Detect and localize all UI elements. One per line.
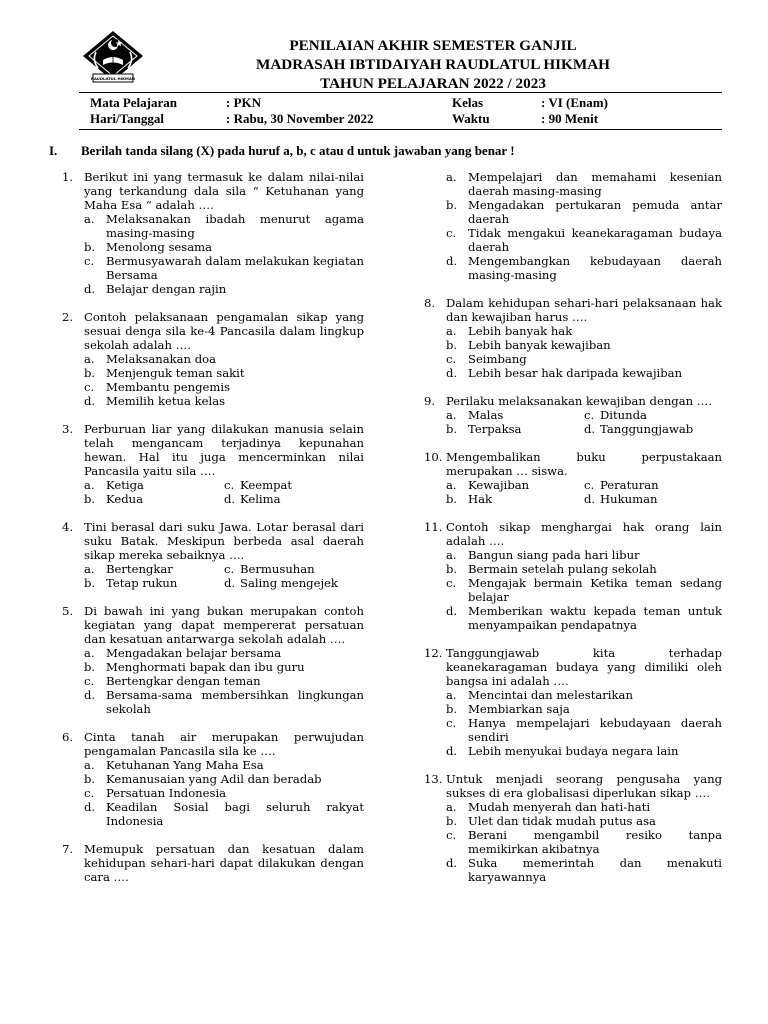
option-text: Mengajak bermain Ketika teman sedang belajar (468, 576, 722, 604)
answer-options-grid (84, 562, 364, 590)
answer-options-grid (446, 478, 722, 506)
answer-option[interactable] (84, 758, 364, 772)
subject-label: Mata Pelajaran (90, 95, 178, 110)
question (62, 730, 364, 758)
date-label: Hari/Tanggal (90, 111, 164, 126)
option-letter: b. (446, 702, 458, 716)
answer-option[interactable] (584, 478, 722, 492)
question-text: Cinta tanah air merupakan perwujudan pengamalan Pancasila sila ke …. (84, 730, 364, 758)
option-letter: a. (446, 408, 457, 422)
option-letter: d. (224, 492, 236, 506)
question-number: 3. (62, 422, 74, 436)
option-letter: d. (224, 576, 236, 590)
question-text: Dalam kehidupan sehari-hari pelaksanaan hak dan kewajiban harus …. (446, 296, 722, 324)
question-text: Mengembalikan buku perpustakaan merupakan … siswa. (446, 450, 722, 478)
question-text: Untuk menjadi seorang pengusaha yang sukses di era globalisasi diperlukan sikap …. (446, 772, 722, 800)
class-label: Kelas (452, 95, 484, 110)
question-text: Contoh sikap menghargai hak orang lain adalah …. (446, 520, 722, 548)
option-letter: b. (446, 422, 458, 436)
answer-option[interactable] (84, 646, 364, 660)
question-number: 9. (424, 394, 436, 408)
answer-option[interactable] (224, 576, 364, 590)
option-text: Menghormati bapak dan ibu guru (106, 660, 305, 674)
option-text: Tetap rukun (106, 576, 178, 590)
answer-option[interactable] (446, 478, 584, 492)
question-text: Berikut ini yang termasuk ke dalam nilai-nilai yang terkandung dala sila “ Ketuhanan yang Maha Esa “ adalah …. (84, 170, 364, 212)
option-text: Menjenguk teman sakit (106, 366, 245, 380)
date-value: : Rabu, 30 November 2022 (226, 111, 374, 126)
option-text: Lebih banyak hak (468, 324, 573, 338)
option-letter: a. (446, 800, 457, 814)
answer-option[interactable] (84, 240, 364, 254)
option-letter: d. (584, 422, 596, 436)
option-letter: d. (446, 856, 458, 870)
option-text: Membantu pengemis (106, 380, 231, 394)
option-letter: a. (446, 324, 457, 338)
answer-option[interactable] (446, 254, 722, 282)
option-letter: a. (446, 170, 457, 184)
answer-option[interactable] (84, 674, 364, 688)
question-text: Di bawah ini yang bukan merupakan contoh kegiatan yang dapat mempererat persatuan dan kesatuan antarwarga sekolah adalah …. (84, 604, 364, 646)
option-letter: d. (446, 254, 458, 268)
option-letter: d. (446, 604, 458, 618)
option-letter: d. (584, 492, 596, 506)
option-text: Hanya mempelajari kebudayaan daerah sendiri (468, 716, 722, 744)
option-letter: b. (84, 660, 96, 674)
option-letter: d. (84, 688, 96, 702)
option-text: Bertengkar (106, 562, 173, 576)
header-rule-top (79, 92, 722, 93)
question-number: 2. (62, 310, 74, 324)
exam-title: PENILAIAN AKHIR SEMESTER GANJIL (289, 37, 577, 54)
question (62, 842, 364, 884)
option-letter: d. (84, 282, 96, 296)
question (424, 450, 722, 478)
answer-option[interactable] (84, 786, 364, 800)
question-number: 7. (62, 842, 74, 856)
option-text: Berani mengambil resiko tanpa memikirkan akibatnya (468, 828, 722, 856)
answer-option[interactable] (224, 562, 364, 576)
option-letter: c. (446, 828, 457, 842)
question (62, 170, 364, 212)
answer-option[interactable] (224, 492, 364, 506)
answer-option[interactable] (446, 800, 722, 814)
answer-option[interactable] (446, 422, 584, 436)
option-letter: b. (446, 562, 458, 576)
option-letter: a. (446, 478, 457, 492)
option-text: Ketuhanan Yang Maha Esa (106, 758, 264, 772)
answer-option[interactable] (446, 324, 722, 338)
answer-option[interactable] (584, 408, 722, 422)
answer-options-grid (446, 408, 722, 436)
option-text: Saling mengejek (240, 576, 338, 590)
question-number: 10. (424, 450, 443, 464)
option-text: Memilih ketua kelas (106, 394, 226, 408)
option-letter: a. (84, 758, 95, 772)
school-name: MADRASAH IBTIDAIYAH RAUDLATUL HIKMAH (256, 56, 610, 73)
question-number: 6. (62, 730, 74, 744)
option-text: Bangun siang pada hari libur (468, 548, 640, 562)
question (62, 520, 364, 562)
answer-option[interactable] (446, 408, 584, 422)
option-text: Keadilan Sosial bagi seluruh rakyat Indonesia (106, 800, 364, 828)
answer-option[interactable] (446, 366, 722, 380)
instruction-text: Berilah tanda silang (X) pada huruf a, b, c atau d untuk jawaban yang benar ! (81, 143, 515, 158)
option-text: Lebih besar hak daripada kewajiban (468, 366, 683, 380)
option-letter: b. (84, 240, 96, 254)
option-letter: a. (446, 548, 457, 562)
answer-option[interactable] (446, 198, 722, 226)
question (424, 772, 722, 800)
answer-option[interactable] (84, 352, 364, 366)
option-text: Kedua (106, 492, 144, 506)
answer-option[interactable] (84, 212, 364, 240)
option-letter: b. (446, 492, 458, 506)
school-logo-emblem (79, 30, 147, 86)
answer-option[interactable] (446, 688, 722, 702)
answer-option[interactable] (224, 478, 364, 492)
option-letter: b. (84, 576, 96, 590)
question-text: Tini berasal dari suku Jawa. Lotar berasal dari suku Batak. Meskipun berbeda asal daerah sikap mereka sebaiknya …. (84, 520, 364, 562)
questions-right-column (424, 170, 722, 884)
option-text: Melaksanakan ibadah menurut agama masing-masing (106, 212, 364, 240)
option-letter: b. (446, 198, 458, 212)
option-text: Suka memerintah dan menakuti karyawannya (468, 856, 722, 884)
answer-option[interactable] (446, 562, 722, 576)
academic-year: TAHUN PELAJARAN 2022 / 2023 (320, 75, 546, 92)
answer-option[interactable] (84, 380, 364, 394)
time-value: : 90 Menit (541, 111, 599, 126)
answer-option[interactable] (446, 604, 722, 632)
answer-option[interactable] (446, 856, 722, 884)
option-text: Kemanusaian yang Adil dan beradab (106, 772, 322, 786)
option-letter: c. (224, 478, 235, 492)
option-letter: c. (224, 562, 235, 576)
option-text: Hak (468, 492, 493, 506)
option-text: Bermusuhan (240, 562, 315, 576)
option-letter: b. (446, 338, 458, 352)
option-text: Kewajiban (468, 478, 530, 492)
answer-option[interactable] (84, 772, 364, 786)
option-letter: c. (446, 352, 457, 366)
option-letter: d. (84, 800, 96, 814)
answer-option[interactable] (84, 394, 364, 408)
question-number: 12. (424, 646, 443, 660)
question-text: Perilaku melaksanakan kewajiban dengan …. (446, 394, 713, 408)
answer-option[interactable] (446, 492, 584, 506)
option-text: Lebih menyukai budaya negara lain (468, 744, 679, 758)
question-text: Memupuk persatuan dan kesatuan dalam kehidupan sehari-hari dapat dilakukan dengan cara …. (84, 842, 364, 884)
answer-option[interactable] (84, 660, 364, 674)
exam-header (160, 36, 706, 93)
question-number: 5. (62, 604, 74, 618)
option-text: Membiarkan saja (468, 702, 570, 716)
answer-option[interactable] (84, 478, 224, 492)
question (424, 520, 722, 548)
option-text: Menolong sesama (106, 240, 213, 254)
option-text: Terpaksa (468, 422, 522, 436)
answer-option[interactable] (446, 352, 722, 366)
option-text: Ketiga (106, 478, 144, 492)
option-letter: c. (446, 226, 457, 240)
option-text: Keempat (240, 478, 293, 492)
answer-option[interactable] (446, 702, 722, 716)
option-letter: c. (84, 674, 95, 688)
option-text: Bersama-sama membersihkan lingkungan sekolah (106, 688, 364, 716)
answer-option[interactable] (446, 548, 722, 562)
option-text: Belajar dengan rajin (106, 282, 227, 296)
option-text: Bertengkar dengan teman (106, 674, 261, 688)
answer-option[interactable] (446, 170, 722, 198)
option-text: Mengembangkan kebudayaan daerah masing-masing (468, 254, 722, 282)
answer-option[interactable] (84, 254, 364, 282)
question (62, 422, 364, 478)
logo-caption: RAUDLATUL HIKMAH (91, 76, 135, 81)
answer-option[interactable] (446, 814, 722, 828)
time-label: Waktu (452, 111, 490, 126)
option-text: Mengadakan pertukaran pemuda antar daerah (468, 198, 722, 226)
question (62, 310, 364, 352)
option-text: Peraturan (600, 478, 659, 492)
option-text: Kelima (240, 492, 281, 506)
answer-option[interactable] (84, 282, 364, 296)
answer-option[interactable] (446, 576, 722, 604)
question-number: 13. (424, 772, 443, 786)
answer-option[interactable] (84, 688, 364, 716)
option-letter: d. (84, 394, 96, 408)
answer-option[interactable] (84, 576, 224, 590)
option-letter: c. (446, 716, 457, 730)
option-letter: c. (584, 478, 595, 492)
option-letter: b. (84, 492, 96, 506)
header-rule-bottom (79, 129, 722, 130)
option-text: Melaksanakan doa (106, 352, 217, 366)
option-letter: b. (84, 366, 96, 380)
answer-option[interactable] (446, 828, 722, 856)
section-number: I. (49, 143, 58, 158)
answer-option[interactable] (84, 800, 364, 828)
subject-value: : PKN (226, 95, 262, 110)
option-letter: a. (84, 478, 95, 492)
answer-option[interactable] (446, 226, 722, 254)
option-letter: a. (446, 688, 457, 702)
option-text: Malas (468, 408, 504, 422)
option-text: Tanggungjawab (600, 422, 694, 436)
option-letter: c. (446, 576, 457, 590)
answer-options-grid (84, 478, 364, 506)
option-text: Bermain setelah pulang sekolah (468, 562, 657, 576)
option-letter: b. (84, 772, 96, 786)
answer-option[interactable] (584, 422, 722, 436)
question-number: 8. (424, 296, 436, 310)
question (424, 296, 722, 324)
option-text: Bermusyawarah dalam melakukan kegiatan Bersama (106, 254, 364, 282)
option-letter: c. (84, 254, 95, 268)
answer-option[interactable] (84, 366, 364, 380)
option-text: Persatuan Indonesia (106, 786, 227, 800)
option-letter: a. (84, 352, 95, 366)
questions-left-column (62, 170, 364, 884)
option-text: Hukuman (600, 492, 658, 506)
question (424, 646, 722, 688)
question (424, 394, 722, 408)
option-letter: d. (446, 366, 458, 380)
option-text: Ditunda (600, 408, 647, 422)
option-letter: a. (84, 212, 95, 226)
option-letter: a. (84, 562, 95, 576)
option-letter: c. (84, 786, 95, 800)
option-text: Memberikan waktu kepada teman untuk menyampaikan pendapatnya (468, 604, 722, 632)
option-text: Mudah menyerah dan hati-hati (468, 800, 651, 814)
question-number: 1. (62, 170, 74, 184)
question-text: Perburuan liar yang dilakukan manusia selain telah mengancam terjadinya kepunahan hewan. Hal itu juga mencerminkan nilai Pancasila yaitu sila …. (84, 422, 364, 478)
option-text: Seimbang (468, 352, 527, 366)
question-text: Tanggungjawab kita terhadap keanekaragaman budaya yang dimiliki oleh bangsa ini adalah …. (446, 646, 722, 688)
option-text: Mengadakan belajar bersama (106, 646, 282, 660)
option-letter: d. (446, 744, 458, 758)
answer-option[interactable] (446, 744, 722, 758)
option-text: Mencintai dan melestarikan (468, 688, 633, 702)
class-value: : VI (Enam) (541, 95, 608, 110)
question-number: 4. (62, 520, 74, 534)
option-text: Lebih banyak kewajiban (468, 338, 611, 352)
option-letter: a. (84, 646, 95, 660)
answer-option[interactable] (446, 338, 722, 352)
option-letter: c. (84, 380, 95, 394)
option-letter: c. (584, 408, 595, 422)
answer-option[interactable] (84, 492, 224, 506)
answer-option[interactable] (84, 562, 224, 576)
answer-option[interactable] (446, 716, 722, 744)
answer-option[interactable] (584, 492, 722, 506)
option-text: Mempelajari dan memahami kesenian daerah masing-masing (468, 170, 722, 198)
option-text: Tidak mengakui keanekaragaman budaya daerah (468, 226, 722, 254)
question-text: Contoh pelaksanaan pengamalan sikap yang sesuai denga sila ke-4 Pancasila dalam lingkup sekolah adalah …. (84, 310, 364, 352)
question (62, 604, 364, 646)
option-letter: b. (446, 814, 458, 828)
option-text: Ulet dan tidak mudah putus asa (468, 814, 656, 828)
question-number: 11. (424, 520, 443, 534)
